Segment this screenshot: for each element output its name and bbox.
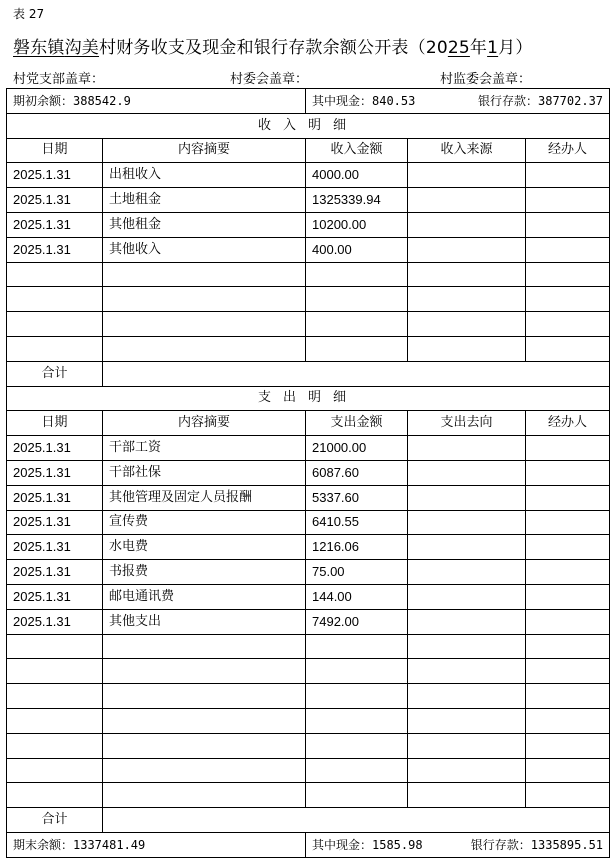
income-header-handler: 经办人 bbox=[526, 138, 610, 163]
expense-total-value bbox=[103, 808, 610, 833]
income-source-cell bbox=[408, 163, 526, 188]
income-row bbox=[7, 237, 610, 262]
expense-amount-cell bbox=[306, 659, 408, 684]
income-header-row bbox=[7, 138, 610, 163]
expense-dest-cell bbox=[408, 733, 526, 758]
closing-bank: 银行存款：1335895.51 bbox=[470, 837, 604, 852]
expense-total-label: 合计 bbox=[7, 808, 103, 833]
expense-row bbox=[7, 733, 610, 758]
expense-dest-cell bbox=[408, 510, 526, 535]
income-date-cell bbox=[7, 312, 103, 337]
expense-dest-cell bbox=[408, 609, 526, 634]
income-date-cell: 2025.1.31 bbox=[7, 188, 103, 213]
expense-row bbox=[7, 485, 610, 510]
income-row bbox=[7, 262, 610, 287]
title-end: 月） bbox=[498, 38, 533, 58]
village-committee-seal-label: 村委会盖章： bbox=[230, 72, 309, 87]
income-handler-cell bbox=[526, 336, 610, 361]
expense-amount-cell bbox=[306, 783, 408, 808]
expense-row bbox=[7, 708, 610, 733]
expense-date-cell: 2025.1.31 bbox=[7, 535, 103, 560]
expense-desc-cell bbox=[103, 634, 306, 659]
closing-balance-row bbox=[7, 832, 610, 857]
income-total-label: 合计 bbox=[7, 361, 103, 386]
expense-row bbox=[7, 460, 610, 485]
expense-dest-cell bbox=[408, 584, 526, 609]
expense-dest-cell bbox=[408, 708, 526, 733]
income-source-cell bbox=[408, 237, 526, 262]
income-handler-cell bbox=[526, 312, 610, 337]
income-row bbox=[7, 163, 610, 188]
expense-amount-cell bbox=[306, 733, 408, 758]
income-header-source: 收入来源 bbox=[408, 138, 526, 163]
expense-dest-cell bbox=[408, 460, 526, 485]
expense-handler-cell bbox=[526, 584, 610, 609]
expense-row bbox=[7, 535, 610, 560]
expense-amount-cell bbox=[306, 684, 408, 709]
expense-desc-cell: 水电费 bbox=[103, 535, 306, 560]
income-source-cell bbox=[408, 212, 526, 237]
income-source-cell bbox=[408, 188, 526, 213]
income-desc-cell bbox=[103, 262, 306, 287]
closing-breakdown bbox=[306, 832, 610, 857]
income-desc-cell bbox=[103, 336, 306, 361]
income-row bbox=[7, 312, 610, 337]
expense-dest-cell bbox=[408, 783, 526, 808]
income-date-cell: 2025.1.31 bbox=[7, 237, 103, 262]
expense-desc-cell: 邮电通讯费 bbox=[103, 584, 306, 609]
expense-amount-cell bbox=[306, 708, 408, 733]
expense-header-row bbox=[7, 411, 610, 436]
income-header-desc: 内容摘要 bbox=[103, 138, 306, 163]
title-village: 沟美 bbox=[64, 38, 100, 58]
expense-desc-cell: 干部社保 bbox=[103, 460, 306, 485]
income-desc-cell: 土地租金 bbox=[103, 188, 306, 213]
title-month: 1 bbox=[487, 38, 499, 58]
expense-handler-cell bbox=[526, 758, 610, 783]
income-amount-cell: 400.00 bbox=[306, 237, 408, 262]
income-date-cell: 2025.1.31 bbox=[7, 212, 103, 237]
title-year: 25 bbox=[447, 38, 470, 58]
income-date-cell bbox=[7, 336, 103, 361]
expense-handler-cell bbox=[526, 708, 610, 733]
expense-header-desc: 内容摘要 bbox=[103, 411, 306, 436]
expense-dest-cell bbox=[408, 560, 526, 585]
income-date-cell bbox=[7, 287, 103, 312]
expense-handler-cell bbox=[526, 460, 610, 485]
income-amount-cell: 10200.00 bbox=[306, 212, 408, 237]
expense-dest-cell bbox=[408, 634, 526, 659]
opening-breakdown bbox=[306, 89, 610, 114]
expense-dest-cell bbox=[408, 758, 526, 783]
expense-amount-cell bbox=[306, 634, 408, 659]
income-row bbox=[7, 188, 610, 213]
title-town: 磐东镇 bbox=[13, 38, 65, 58]
expense-dest-cell bbox=[408, 659, 526, 684]
expense-desc-cell bbox=[103, 659, 306, 684]
expense-handler-cell bbox=[526, 436, 610, 461]
expense-amount-cell bbox=[306, 758, 408, 783]
expense-date-cell bbox=[7, 708, 103, 733]
expense-dest-cell bbox=[408, 436, 526, 461]
expense-amount-cell: 7492.00 bbox=[306, 609, 408, 634]
opening-bank: 银行存款：387702.37 bbox=[478, 93, 604, 108]
expense-handler-cell bbox=[526, 783, 610, 808]
expense-handler-cell bbox=[526, 560, 610, 585]
expense-total-row bbox=[7, 808, 610, 833]
expense-desc-cell: 其他管理及固定人员报酬 bbox=[103, 485, 306, 510]
finance-ledger-table bbox=[6, 88, 610, 858]
expense-amount-cell: 21000.00 bbox=[306, 436, 408, 461]
expense-row bbox=[7, 584, 610, 609]
income-source-cell bbox=[408, 287, 526, 312]
expense-desc-cell bbox=[103, 733, 306, 758]
table-number: 表 27 bbox=[13, 7, 45, 21]
expense-dest-cell bbox=[408, 485, 526, 510]
income-row bbox=[7, 212, 610, 237]
income-desc-cell: 其他租金 bbox=[103, 212, 306, 237]
expense-handler-cell bbox=[526, 510, 610, 535]
expense-desc-cell: 书报费 bbox=[103, 560, 306, 585]
opening-balance: 期初余额：388542.9 bbox=[7, 89, 306, 114]
income-desc-cell bbox=[103, 312, 306, 337]
expense-desc-cell bbox=[103, 708, 306, 733]
expense-desc-cell bbox=[103, 783, 306, 808]
expense-amount-cell: 75.00 bbox=[306, 560, 408, 585]
expense-date-cell bbox=[7, 733, 103, 758]
expense-date-cell: 2025.1.31 bbox=[7, 510, 103, 535]
income-section-title: 收入明细 bbox=[7, 113, 610, 138]
expense-date-cell: 2025.1.31 bbox=[7, 584, 103, 609]
expense-header-amount: 支出金额 bbox=[306, 411, 408, 436]
expense-handler-cell bbox=[526, 659, 610, 684]
expense-row bbox=[7, 609, 610, 634]
opening-balance-row bbox=[7, 89, 610, 114]
income-amount-cell: 4000.00 bbox=[306, 163, 408, 188]
income-amount-cell bbox=[306, 287, 408, 312]
income-amount-cell bbox=[306, 312, 408, 337]
expense-handler-cell bbox=[526, 733, 610, 758]
income-total-row bbox=[7, 361, 610, 386]
expense-date-cell bbox=[7, 634, 103, 659]
expense-desc-cell: 其他支出 bbox=[103, 609, 306, 634]
income-source-cell bbox=[408, 262, 526, 287]
title-mid: 村财务收支及现金和银行存款余额公开表（20 bbox=[99, 38, 448, 58]
income-handler-cell bbox=[526, 237, 610, 262]
expense-row bbox=[7, 634, 610, 659]
expense-row bbox=[7, 783, 610, 808]
expense-dest-cell bbox=[408, 535, 526, 560]
income-row bbox=[7, 287, 610, 312]
income-date-cell: 2025.1.31 bbox=[7, 163, 103, 188]
closing-cash: 其中现金：1585.98 bbox=[312, 837, 423, 852]
expense-row bbox=[7, 684, 610, 709]
expense-row bbox=[7, 659, 610, 684]
income-source-cell bbox=[408, 312, 526, 337]
opening-cash: 其中现金：840.53 bbox=[312, 93, 416, 108]
income-amount-cell: 1325339.94 bbox=[306, 188, 408, 213]
income-date-cell bbox=[7, 262, 103, 287]
expense-header-handler: 经办人 bbox=[526, 411, 610, 436]
income-amount-cell bbox=[306, 262, 408, 287]
expense-date-cell: 2025.1.31 bbox=[7, 436, 103, 461]
expense-date-cell bbox=[7, 783, 103, 808]
expense-dest-cell bbox=[408, 684, 526, 709]
income-handler-cell bbox=[526, 287, 610, 312]
expense-amount-cell: 5337.60 bbox=[306, 485, 408, 510]
expense-handler-cell bbox=[526, 535, 610, 560]
expense-section-row bbox=[7, 386, 610, 411]
expense-row bbox=[7, 560, 610, 585]
party-branch-seal-label: 村党支部盖章： bbox=[13, 72, 105, 87]
expense-section-title: 支出明细 bbox=[7, 386, 610, 411]
income-handler-cell bbox=[526, 163, 610, 188]
expense-date-cell: 2025.1.31 bbox=[7, 460, 103, 485]
expense-row bbox=[7, 510, 610, 535]
income-handler-cell bbox=[526, 188, 610, 213]
expense-row bbox=[7, 758, 610, 783]
expense-amount-cell: 1216.06 bbox=[306, 535, 408, 560]
expense-desc-cell: 干部工资 bbox=[103, 436, 306, 461]
expense-date-cell: 2025.1.31 bbox=[7, 609, 103, 634]
expense-date-cell: 2025.1.31 bbox=[7, 485, 103, 510]
expense-date-cell bbox=[7, 659, 103, 684]
expense-desc-cell: 宣传费 bbox=[103, 510, 306, 535]
expense-amount-cell: 144.00 bbox=[306, 584, 408, 609]
supervisory-committee-seal-label: 村监委会盖章： bbox=[440, 72, 532, 87]
income-desc-cell: 出租收入 bbox=[103, 163, 306, 188]
expense-date-cell bbox=[7, 684, 103, 709]
expense-header-dest: 支出去向 bbox=[408, 411, 526, 436]
income-source-cell bbox=[408, 336, 526, 361]
expense-row bbox=[7, 436, 610, 461]
title-year-suffix: 年 bbox=[469, 38, 488, 58]
expense-date-cell bbox=[7, 758, 103, 783]
expense-desc-cell bbox=[103, 684, 306, 709]
income-row bbox=[7, 336, 610, 361]
income-handler-cell bbox=[526, 212, 610, 237]
expense-handler-cell bbox=[526, 609, 610, 634]
expense-amount-cell: 6410.55 bbox=[306, 510, 408, 535]
expense-handler-cell bbox=[526, 684, 610, 709]
income-desc-cell: 其他收入 bbox=[103, 237, 306, 262]
expense-desc-cell bbox=[103, 758, 306, 783]
expense-date-cell: 2025.1.31 bbox=[7, 560, 103, 585]
income-header-date: 日期 bbox=[7, 138, 103, 163]
income-header-amount: 收入金额 bbox=[306, 138, 408, 163]
expense-amount-cell: 6087.60 bbox=[306, 460, 408, 485]
income-desc-cell bbox=[103, 287, 306, 312]
page-title bbox=[13, 33, 533, 58]
closing-balance: 期末余额：1337481.49 bbox=[7, 832, 306, 857]
expense-handler-cell bbox=[526, 485, 610, 510]
income-section-row bbox=[7, 113, 610, 138]
income-handler-cell bbox=[526, 262, 610, 287]
expense-header-date: 日期 bbox=[7, 411, 103, 436]
expense-handler-cell bbox=[526, 634, 610, 659]
income-total-value bbox=[103, 361, 610, 386]
income-amount-cell bbox=[306, 336, 408, 361]
